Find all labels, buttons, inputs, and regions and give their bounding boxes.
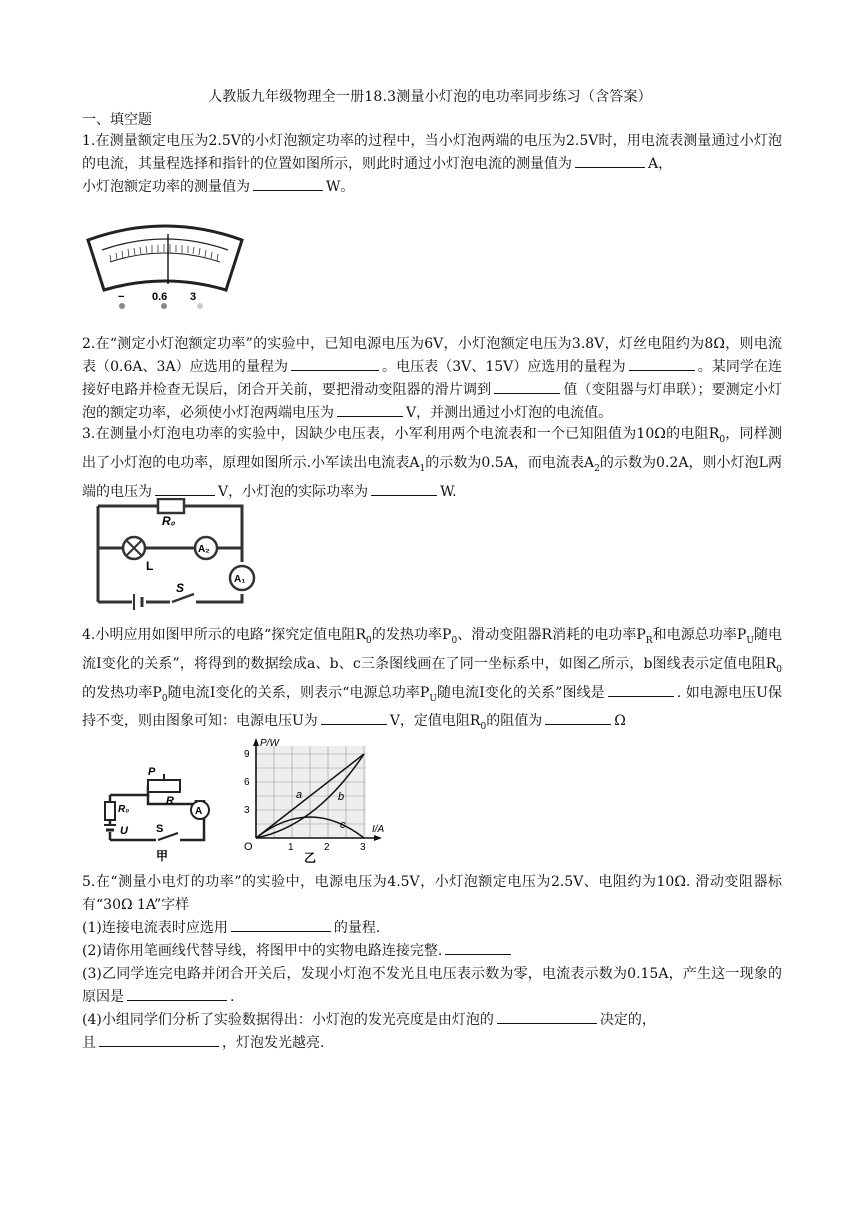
lamp-label: L — [146, 559, 154, 573]
q4-sub-2: 0 — [451, 635, 458, 646]
question-1 — [82, 130, 782, 199]
q4-text-8: 随电流I变化的关系”图线是 — [436, 684, 605, 701]
q1-text-b: 小灯泡额定功率的测量值为 — [82, 179, 250, 195]
q2-blank-slider[interactable] — [494, 379, 560, 394]
y-tick-6: 6 — [244, 777, 250, 788]
q4-text-2: 的发热功率P — [371, 627, 452, 643]
q4-sub-5: 0 — [776, 664, 782, 675]
q1-unit-b: W。 — [326, 179, 355, 195]
q2-text-5: V，并测出通过小灯泡的电流值。 — [406, 405, 613, 421]
q3-blank-power[interactable] — [371, 481, 437, 496]
q4-blank-voltage[interactable] — [321, 710, 387, 725]
switch-label: S — [176, 581, 185, 595]
q4-sub-3: R — [645, 635, 653, 646]
q1-unit-a: A， — [648, 156, 673, 172]
q2-text-2: 。电压表（3V、15V）应选用的量程为 — [381, 359, 626, 375]
q4-text-12: Ω — [614, 713, 626, 730]
fig-yi-caption: 乙 — [304, 851, 317, 865]
q5-sub4-and: 且 — [82, 1035, 96, 1051]
q5-sub4-text: (4)小组同学们分析了实验数据得出：小灯泡的发光亮度是由灯泡的 — [82, 1012, 494, 1028]
q3-text-4: 的示数为0.2A，则小灯泡L两端的电压为 — [82, 454, 782, 500]
u-label: U — [120, 825, 128, 837]
fig-jia-caption: 甲 — [156, 849, 169, 863]
x-tick-1: 1 — [288, 842, 294, 853]
q5-stem: 5.在“测量小电灯的功率”的实验中，电源电压为4.5V，小灯泡额定电压为2.5V、电阻约为10Ω. 滑动变阻器标有“30Ω 1A”字样 — [82, 874, 782, 913]
switch-label-jia: S — [156, 823, 164, 835]
question-5 — [82, 871, 782, 1055]
a2-label: A₂ — [198, 544, 210, 555]
q4-text-7: 随电流I变化的关系，则表示“电源总功率P — [167, 684, 430, 701]
q3-sub-2: 1 — [419, 463, 426, 474]
q3-blank-voltage[interactable] — [155, 481, 215, 496]
q4-circuit-jia — [100, 760, 220, 866]
q4-sub-10: 0 — [480, 722, 487, 733]
q4-sub-4: U — [746, 635, 754, 646]
q5-sub4-end: ，灯泡发光越亮. — [222, 1035, 325, 1051]
q3-text-6: W. — [440, 483, 457, 500]
rheostat-label: R — [166, 795, 174, 807]
q5-sub3-end: . — [230, 989, 235, 1005]
ammeter-a-label: A — [195, 806, 203, 817]
q2-text-1: 2.在“测定小灯泡额定功率”的实验中，已知电源电压为6V，小灯泡额定电压为3.8V，灯丝电阻约为8Ω，则电流表（0.6A、3A）应选用的量程为 — [82, 336, 782, 375]
q4-graph-yi — [236, 736, 396, 866]
question-4 — [82, 624, 782, 739]
q4-text-11: 的阻值为 — [486, 713, 543, 730]
r0-label: R₀ — [162, 514, 176, 528]
q3-text-5: V，小灯泡的实际功率为 — [218, 483, 369, 500]
q5-sub1-text: (1)连接电流表时应选用 — [82, 920, 228, 936]
question-2 — [82, 333, 782, 425]
q5-blank-reason[interactable] — [127, 986, 227, 1001]
q3-text-3: 的示数为0.5A，而电流表A — [425, 454, 595, 471]
q2-text-4: 值（变阻器与灯串联）；要测定小灯泡的额定功率，必须使小灯泡两端电压为 — [82, 382, 783, 421]
rheostat-r — [148, 780, 180, 792]
q3-text-2: ，同样测出了小灯泡的电功率，原理如图所示.小军读出电流表A — [82, 426, 782, 471]
resistor-r0 — [158, 499, 184, 513]
q3-sub-1: 0 — [719, 434, 726, 445]
q5-sub4-mid: 决定的， — [599, 1012, 656, 1028]
x-axis-label: I/A — [372, 824, 385, 835]
x-tick-2: 2 — [324, 842, 330, 853]
a1-label: A₁ — [234, 574, 246, 585]
q4-text-3: 、滑动变阻器R消耗的电功率P — [457, 627, 646, 643]
curve-b-label: b — [338, 791, 345, 803]
q4-sub-6: 0 — [161, 693, 168, 704]
q5-blank-range[interactable] — [231, 917, 331, 932]
origin-label: O — [244, 841, 253, 853]
q4-text-1: 4.小明应用如图甲所示的电路“探究定值电阻R — [82, 627, 366, 643]
section-heading: 一、填空题 — [82, 112, 152, 128]
q5-sub2-text: (2)请你用笔画线代替导线，将图甲中的实物电路连接完整. — [82, 943, 443, 959]
q5-sub3-text: (3)乙同学连完电路并闭合开关后，发现小灯泡不发光且电压表示数为零，电流表示数为0.15A，产生这一现象的原因是 — [82, 966, 782, 1005]
curve-c-label: c — [340, 819, 346, 831]
q3-sub-3: 2 — [594, 463, 600, 474]
q2-blank-ammeter-range[interactable] — [291, 356, 379, 371]
q5-blank-condition[interactable] — [99, 1032, 219, 1047]
q4-sub-1: 0 — [366, 635, 372, 646]
curve-a-label: a — [296, 789, 303, 801]
q5-blank-wiring[interactable] — [445, 940, 511, 955]
ammeter-terminal-minus: − — [118, 291, 125, 303]
question-3 — [82, 423, 782, 504]
q4-text-4: 和电源总功率P — [652, 627, 747, 643]
ammeter-terminal-0.6: 0.6 — [152, 291, 168, 303]
y-axis-label: P/W — [260, 738, 279, 749]
q2-blank-voltmeter-range[interactable] — [629, 356, 695, 371]
q4-text-6: 的发热功率P — [82, 684, 162, 701]
q1-blank-current[interactable] — [575, 153, 645, 168]
q4-text-10: V，定值电阻R — [389, 713, 481, 730]
q4-sub-7: U — [429, 693, 437, 704]
q1-blank-power[interactable] — [253, 176, 323, 191]
q4-blank-curve[interactable] — [608, 682, 674, 697]
ammeter-terminal-3: 3 — [190, 291, 197, 303]
q5-sub1-end: 的量程. — [333, 920, 381, 936]
x-tick-3: 3 — [360, 842, 366, 853]
r0-label-jia: R₀ — [118, 804, 130, 815]
q3-text-1: 3.在测量小灯泡电功率的实验中，因缺少电压表，小军利用两个电流表和一个已知阻值为10Ω的电阻R — [82, 426, 720, 442]
resistor-r0 — [105, 802, 115, 820]
q2-blank-voltage[interactable] — [337, 402, 403, 417]
q4-text-5: 随电流I变化的关系”，将得到的数据绘成a、b、c三条图线画在了同一坐标系中，如图乙所示，b图线表示定值电阻R — [82, 627, 783, 672]
q4-blank-resistance[interactable] — [545, 710, 611, 725]
q4-text-9: . 如电源电压U保持不变，则由图象可知：电源电压U为 — [82, 684, 783, 730]
y-tick-9: 9 — [244, 749, 250, 760]
q1-text-a: 1.在测量额定电压为2.5V的小灯泡额定功率的过程中，当小灯泡两端的电压为2.5V时，用电流表测量通过小灯泡的电流，其量程选择和指针的位置如图所示，则此时通过小灯泡电流的测量值为 — [82, 133, 782, 172]
q2-text-3: 。某同学在连接好电路并检查无误后，闭合开关前，要把滑动变阻器的滑片调到 — [82, 359, 782, 398]
q3-circuit-figure — [92, 498, 262, 610]
q5-blank-brightness-factor[interactable] — [497, 1009, 597, 1024]
page-title: 人教版九年级物理全一册18.3测量小灯泡的电功率同步练习（含答案） — [208, 89, 652, 105]
slider-p-label: P — [148, 766, 156, 778]
y-tick-3: 3 — [244, 805, 250, 816]
ammeter-figure — [80, 212, 250, 312]
